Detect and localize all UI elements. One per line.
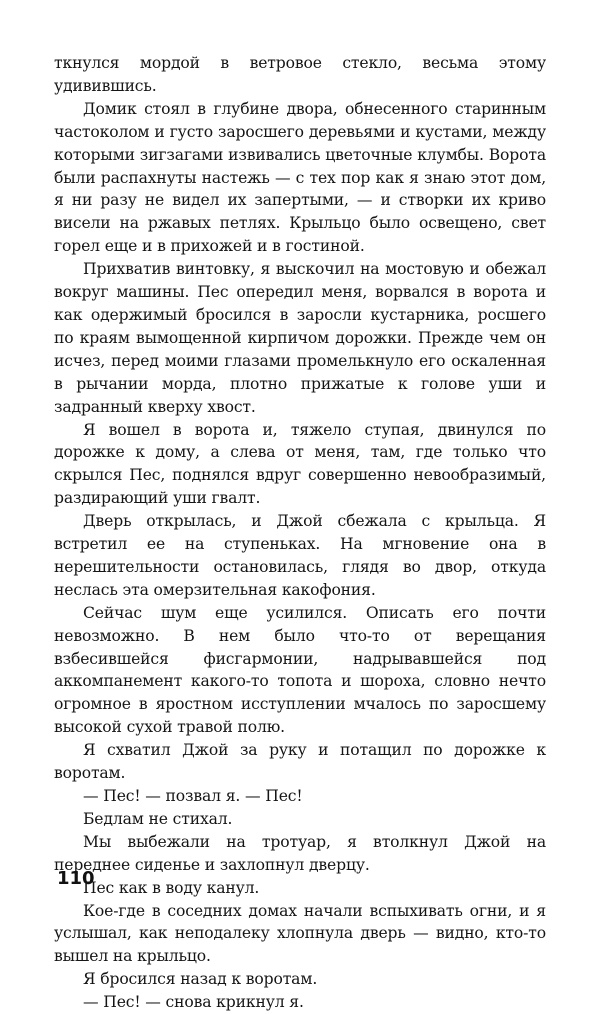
paragraph: Я схватил Джой за руку и потащил по дорожке к воротам.	[54, 741, 546, 783]
paragraph: Пес как в воду канул.	[83, 878, 260, 897]
body-text	[54, 52, 546, 1014]
paragraph: Дверь открылась, и Джой сбежала с крыльца. Я встретил ее на ступеньках. На мгновение она в нерешительности остановилась, глядя во двор, откуда неслась эта омерзительная какофония.	[54, 512, 546, 599]
paragraph: — Пес! — снова крикнул я.	[83, 993, 304, 1012]
paragraph: — Пес! — позвал я. — Пес!	[83, 787, 303, 805]
paragraph: Я вошел в ворота и, тяжело ступая, двинулся по дорожке к дому, а слева от меня, там, где только что скрылся Пес, поднялся вдруг совершенно невообразимый, раздирающий уши гвалт.	[54, 420, 546, 508]
paragraph: Бедлам не стихал.	[83, 809, 233, 828]
paragraph: Домик стоял в глубине двора, обнесенного старинным частоколом и густо заросшего деревьями и кустами, между которыми зигзагами извивались цветочные клумбы. Ворота были распахнуты настежь — с тех пор как я знаю этот дом, я ни разу не видел их запертыми, — и створки их криво висели на ржавых петлях. Крыльцо было освещено, свет горел еще и в прихожей и в гостиной.	[54, 99, 546, 256]
paragraph: ткнулся мордой в ветровое стекло, весьма этому удивившись.	[54, 54, 546, 95]
paragraph: Сейчас шум еще усилился. Описать его почти невозможно. В нем было что-то от верещания взбесившейся фисгармонии, надрывавшейся под аккомпанемент какого-то топота и шороха, словно нечто огромное в яростном исступлении мчалось по заросшему высокой сухой травой полю.	[54, 603, 546, 737]
paragraph: Прихватив винтовку, я выскочил на мостовую и обежал вокруг машины. Пес опередил меня, ворвался в ворота и как одержимый бросился в заросли кустарника, росшего по краям вымощенной кирпичом дорожки. Прежде чем он исчез, перед моими глазами промелькнуло его оскаленная в рычании морда, плотно прижатые к голове уши и задранный кверху хвост.	[54, 260, 546, 416]
paragraph: Я бросился назад к воротам.	[83, 970, 318, 989]
paragraph: Кое-где в соседних домах начали вспыхивать огни, и я услышал, как неподалеку хлопнула дверь — видно, кто-то вышел на крыльцо.	[54, 901, 546, 966]
paragraph: Мы выбежали на тротуар, я втолкнул Джой на переднее сиденье и захлопнул дверцу.	[54, 832, 546, 874]
page-number: 110	[57, 868, 95, 889]
